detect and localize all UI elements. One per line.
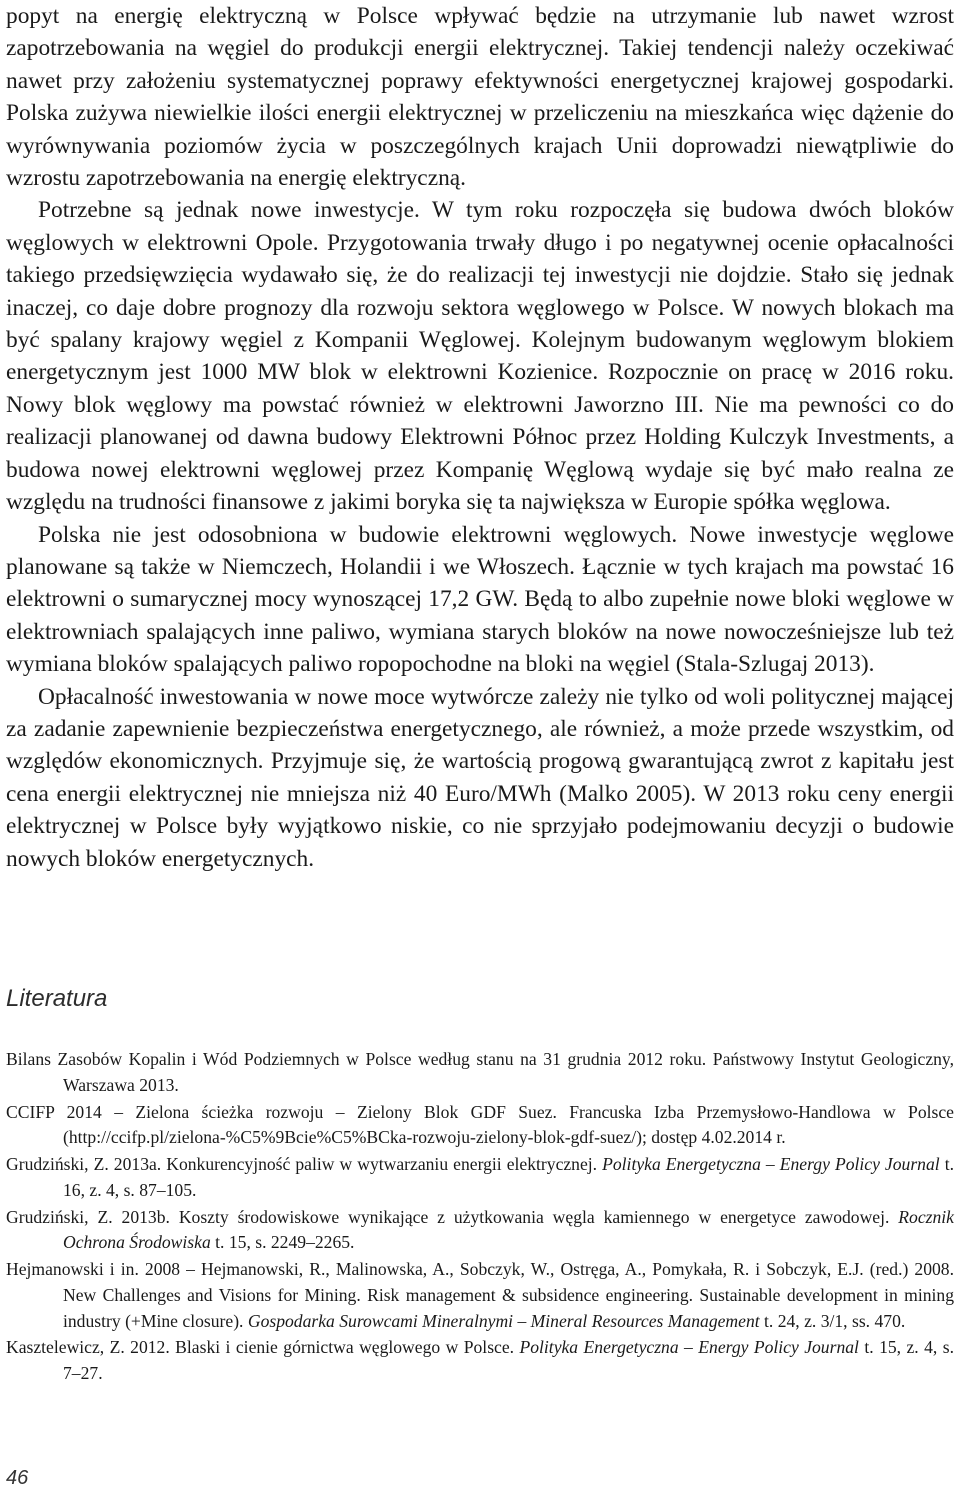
reference-details: t. 15, s. 2249–2265. (210, 1232, 355, 1253)
paragraph: Potrzebne są jednak nowe inwestycje. W tym roku rozpoczęła się budowa dwóch bloków węglowych w elektrowni Opole. Przygotowania trwały długo i po negatywnej ocenie opłacalności takiego przedsięwzięcia wydawało się, że do realizacji tej inwestycji nie dojdzie. Stało się jednak inaczej, co daje dobre prognozy dla rozwoju sektora węglowego w Polsce. W nowych blokach ma być spalany krajowy węgiel z Kompanii Węglowej. Kolejnym budowanym węglowym blokiem energetycznym jest 1000 MW blok w elektrowni Kozienice. Rozpocznie on pracę w 2016 roku. Nowy blok węglowy ma powstać również w elektrowni Jaworzno III. Nie ma pewności co do realizacji planowanej od dawna budowy Elektrowni Północ przez Holding Kulczyk Investments, a budowa nowej elektrowni węglowej przez Kompanię Węglową wydaje się być mało realna ze względu na trudności finansowe z jakimi boryka się ta największa w Europie spółka węglowa. (6, 197, 954, 516)
reference-journal: Gospodarka Surowcami Mineralnymi – Mineral Resources Management (247, 1310, 760, 1331)
reference-text: Bilans Zasobów Kopalin i Wód Podziemnych w Polsce według stanu na 31 grudnia 2012 roku. Państwowy Instytut Geologiczny, Warszawa 2013. (6, 1049, 954, 1095)
reference-details: t. 15, z. 4, s. 7–27. (63, 1337, 954, 1384)
reference-details: t. 16, z. 4, s. 87–105. (63, 1154, 954, 1200)
reference-item (6, 1335, 954, 1386)
page-number: 46 (6, 1467, 29, 1489)
reference-text: Grudziński, Z. 2013a. Konkurencyjność paliw w wytwarzaniu energii elektrycznej. (6, 1154, 603, 1175)
body-text (6, 0, 954, 875)
reference-text: Grudziński, Z. 2013b. Koszty środowiskowe wynikające z użytkowania węgla kamiennego w energetyce zawodowej. (6, 1206, 899, 1227)
reference-text: CCIFP 2014 – Zielona ścieżka rozwoju – Zielony Blok GDF Suez. Francuska Izba Przemysłowo-Handlowa w Polsce (http://ccifp.pl/zielona-%C5%9Bcie%C5%BCka-rozwoju-zielony-blok-gdf-suez/); dostęp 4.02.2014 r. (6, 1101, 954, 1148)
paragraph: Opłacalność inwestowania w nowe moce wytwórcze zależy nie tylko od woli politycznej mającej za zadanie zapewnienie bezpieczeństwa energetycznego, ale również, a może przede wszystkim, od względów ekonomicznych. Przyjmuje się, że wartością progową gwarantującą zwrot z kapitału jest cena energii elektrycznej nie mniejsza niż 40 Euro/MWh (Malko 2005). W 2013 roku ceny energii elektrycznej w Polsce były wyjątkowo niskie, co nie sprzyjało podejmowaniu decyzji o budowie nowych bloków energetycznych. (6, 683, 954, 872)
reference-list (6, 1047, 954, 1388)
reference-text: Kasztelewicz, Z. 2012. Blaski i cienie górnictwa węglowego w Polsce. (6, 1337, 520, 1358)
reference-journal: Rocznik Ochrona Środowiska (63, 1206, 954, 1253)
paragraph: popyt na energię elektryczną w Polsce wpływać będzie na utrzymanie lub nawet wzrost zapotrzebowania na węgiel do produkcji energii elektrycznej. Takiej tendencji należy oczekiwać nawet przy założeniu systematycznej poprawy efektywności energetycznej krajowej gospodarki. Polska zużywa niewielkie ilości energii elektrycznej w przeliczeniu na mieszkańca więc dążenie do wyrównywania poziomów życia w poszczególnych krajach Unii doprowadzi niewątpliwie do wzrostu zapotrzebowania na energię elektryczną. (6, 3, 954, 192)
reference-journal: Polityka Energetyczna – Energy Policy Journal (519, 1337, 859, 1358)
reference-item (6, 1257, 954, 1334)
reference-item (6, 1100, 954, 1151)
reference-text: Hejmanowski i in. 2008 – Hejmanowski, R., Malinowska, A., Sobczyk, W., Ostręga, A., Pomykała, R. i Sobczyk, E.J. (red.) 2008. New Challenges and Visions for Mining. Risk management & subsidence engineering. Sustainable development in mining industry (+Mine closure). (6, 1259, 954, 1331)
reference-journal: Polityka Energetyczna – Energy Policy Journal (602, 1154, 940, 1175)
reference-item (6, 1047, 954, 1098)
paragraph: Polska nie jest odosobniona w budowie elektrowni węglowych. Nowe inwestycje węglowe planowane są także w Niemczech, Holandii i we Włoszech. Łącznie w tych krajach ma powstać 16 elektrowni o sumarycznej mocy wynoszącej 17,2 GW. Będą to albo zupełnie nowe bloki węglowe w elektrowniach spalających inne paliwo, wymiana starych bloków na nowe nowocześniejsze lub też wymiana bloków spalających paliwo ropopochodne na bloki na węgiel (Stala-Szlugaj 2013). (6, 521, 954, 678)
reference-item (6, 1152, 954, 1203)
reference-details: t. 24, z. 3/1, ss. 470. (759, 1310, 906, 1331)
reference-item (6, 1205, 954, 1256)
section-heading: Literatura (6, 985, 108, 1012)
